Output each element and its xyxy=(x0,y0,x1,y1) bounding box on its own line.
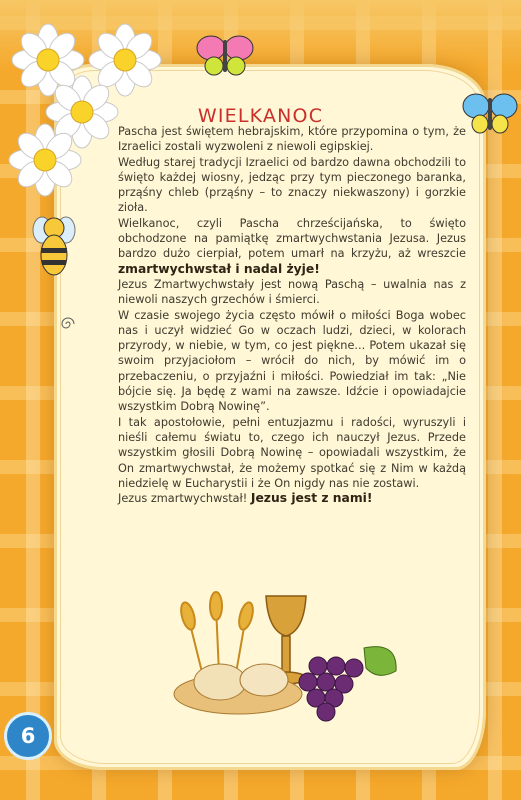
paragraph-3 xyxy=(118,216,466,277)
paragraph-7-highlight: Jezus jest z nami! xyxy=(250,491,373,506)
swirl-decoration xyxy=(58,314,78,334)
grape-leaf-icon xyxy=(364,647,396,676)
paragraph-7 xyxy=(118,491,466,506)
page-title: WIELKANOC xyxy=(197,104,324,127)
bee-icon xyxy=(32,210,76,280)
grapes-icon xyxy=(299,657,363,721)
article-body xyxy=(118,124,466,506)
paragraph-3-text: Wielkanoc, czyli Pascha chrześcijańska, to święto obchodzone na pamiątkę zmartwychwstania Jezusa. Jezus bardzo dużo cierpiał, potem umarł na krzyżu, aż wreszcie xyxy=(118,216,466,261)
paragraph-3-highlight: zmartwychwstał i nadal żyje! xyxy=(118,261,320,276)
pink-butterfly-icon xyxy=(195,30,255,80)
paragraph-4: Jezus Zmartwychwstały jest nową Paschą – uwalnia nas z niewoli naszych grzechów i śmierci. xyxy=(118,277,466,307)
paragraph-2: Według starej tradycji Izraelici od bardzo dawna obchodzili to święto każdej wiosny, jedząc przy tym pieczonego baranka, prząśny chleb (prząśny – to znaczy niekwaszony) i gorzkie zioła. xyxy=(118,155,466,215)
bread-icon xyxy=(174,664,302,714)
easter-still-life-illustration xyxy=(168,586,408,726)
page-number-badge: 6 xyxy=(4,712,52,760)
paragraph-7-text: Jezus zmartwychwstał! xyxy=(118,492,251,506)
paragraph-1: Pascha jest świętem hebrajskim, które przypomina o tym, że Izraelici zostali wyzwoleni z niewoli egipskiej. xyxy=(118,125,466,154)
paragraph-6: I tak apostołowie, pełni entuzjazmu i radości, wyruszyli i nieśli całemu światu to, czego ich nauczył Jezus. Przede wszystkim głosili Dobrą Nowinę – opowiadali wszystkim, że On zmartwychwstał, że możemy spotkać się z Nim w każdą niedzielę w Eucharystii i że On nigdy nas nie zostawi. xyxy=(118,415,466,490)
paragraph-5: W czasie swojego życia często mówił o miłości Boga wobec nas i uczył widzieć Go w oczach ludzi, dzieci, w kolorach przyrody, w niebie, w tym, co jest piękne... Potem ukazał się swoim przyjaciołom – wrócił do nich, by mówić im o przebaczeniu, o przyjaźni i miłości. Powiedział im tak: „Nie bójcie się. Ja będę z wami na zawsze. Idźcie i opowiadajcie wszystkim Dobrą Nowinę”. xyxy=(118,308,466,414)
